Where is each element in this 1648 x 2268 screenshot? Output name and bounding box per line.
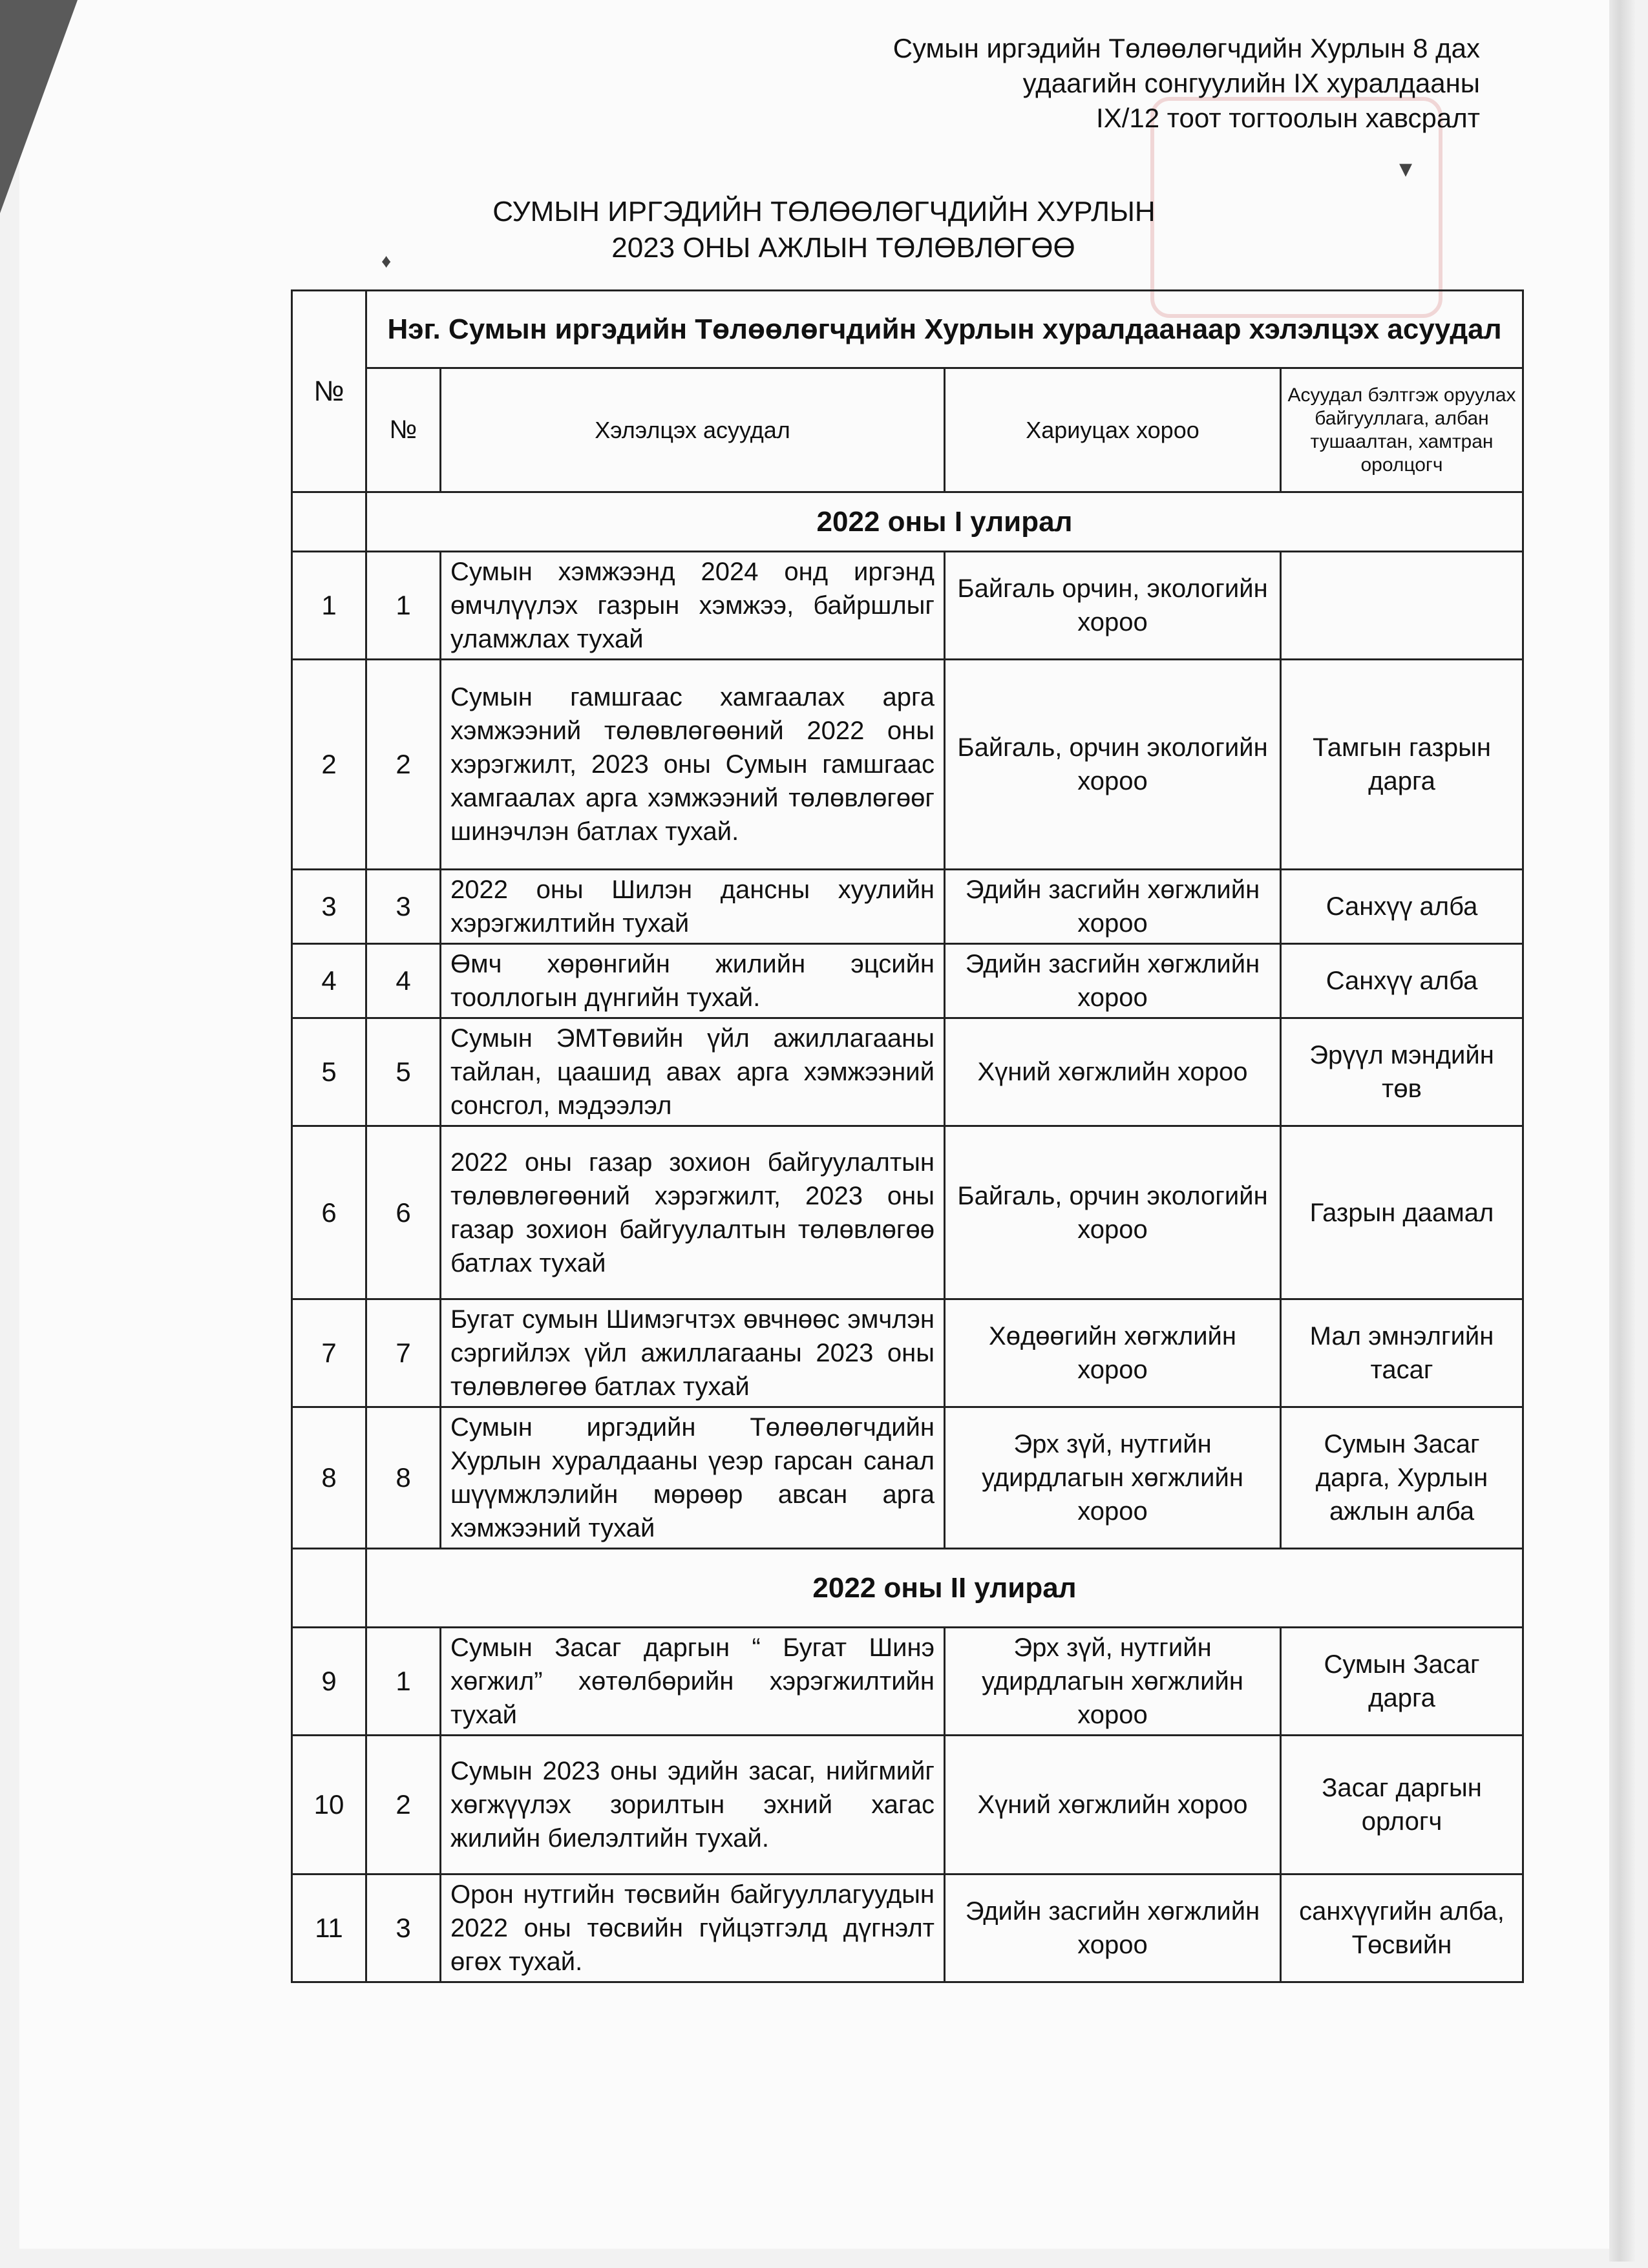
row-committee: Эдийн засгийн хөгжлийн хороо (945, 944, 1281, 1018)
table-row (292, 944, 1523, 1018)
attachment-line-3: IX/12 тоот тогтоолын хавсралт (1096, 103, 1480, 133)
row-committee: Байгаль, орчин экологийн хороо (945, 1126, 1281, 1299)
row-number: 8 (292, 1407, 366, 1549)
row-issue: Сумын ЭМТөвийн үйл ажиллагааны тайлан, цаашид авах арга хэмжээний сонсгол, мэдээлэл (441, 1018, 945, 1126)
row-number: 5 (292, 1018, 366, 1126)
work-plan-table (291, 289, 1524, 1983)
row-sub-number: 4 (366, 944, 441, 1018)
row-number: 3 (292, 870, 366, 944)
row-committee: Хөдөөгийн хөгжлийн хороо (945, 1299, 1281, 1407)
table-row (292, 1018, 1523, 1126)
header-organization: Асуудал бэлтгэж оруулах байгууллага, албан тушаалтан, хамтран оролцогч (1281, 368, 1523, 492)
dot-mark: ▾ (1399, 154, 1413, 183)
row-number: 11 (292, 1874, 366, 1982)
row-issue: Өмч хөрөнгийн жилийн эцсийн тооллогын дүнгийн тухай. (441, 944, 945, 1018)
row-number: 6 (292, 1126, 366, 1299)
row-organization (1281, 552, 1523, 660)
title-line-2: 2023 ОНЫ АЖЛЫН ТӨЛӨВЛӨГӨӨ (611, 232, 1075, 264)
quarter-1-header: 2022 оны I улирал (366, 492, 1523, 552)
row-issue: Сумын иргэдийн Төлөөлөгчдийн Хурлын хуралдааны үеэр гарсан санал шүүмжлэлийн мөрөөр авсан арга хэмжээний тухай (441, 1407, 945, 1549)
table-row (292, 552, 1523, 660)
row-committee: Хүний хөгжлийн хороо (945, 1736, 1281, 1874)
document-title (0, 194, 1648, 266)
header-no: № (292, 291, 366, 492)
row-number: 1 (292, 552, 366, 660)
row-issue: Орон нутгийн төсвийн байгууллагуудын 2022 оны төсвийн гүйцэтгэлд дүгнэлт өгөх тухай. (441, 1874, 945, 1982)
row-organization: Газрын даамал (1281, 1126, 1523, 1299)
header-sub-no: № (366, 368, 441, 492)
table-row (292, 1736, 1523, 1874)
attachment-line-1: Сумын иргэдийн Төлөөлөгчдийн Хурлын 8 дах (893, 33, 1480, 63)
row-sub-number: 1 (366, 1628, 441, 1736)
row-organization: санхүүгийн алба, Төсвийн (1281, 1874, 1523, 1982)
row-organization: Мал эмнэлгийн тасаг (1281, 1299, 1523, 1407)
row-issue: Сумын хэмжээнд 2024 онд иргэнд өмчлүүлэх газрын хэмжээ, байршлыг уламжлах тухай (441, 552, 945, 660)
row-committee: Хүний хөгжлийн хороо (945, 1018, 1281, 1126)
row-sub-number: 2 (366, 1736, 441, 1874)
row-committee: Байгаль орчин, экологийн хороо (945, 552, 1281, 660)
row-sub-number: 3 (366, 870, 441, 944)
attachment-line-2: удаагийн сонгуулийн IX хуралдааны (1022, 68, 1480, 98)
table-row (292, 870, 1523, 944)
row-sub-number: 6 (366, 1126, 441, 1299)
row-committee: Эрх зүй, нутгийн удирдлагын хөгжлийн хороо (945, 1407, 1281, 1549)
row-organization: Санхүү алба (1281, 944, 1523, 1018)
row-number: 2 (292, 660, 366, 870)
quarter-spacer (292, 492, 366, 552)
quarter-spacer (292, 1549, 366, 1628)
table-row (292, 1299, 1523, 1407)
row-organization: Сумын Засаг дарга, Хурлын ажлын алба (1281, 1407, 1523, 1549)
dot-mark-2: ♦ (381, 251, 392, 272)
row-sub-number: 7 (366, 1299, 441, 1407)
page-stack-edge (1609, 0, 1635, 2262)
row-organization: Тамгын газрын дарга (1281, 660, 1523, 870)
table-row (292, 1126, 1523, 1299)
quarter-2-header: 2022 оны II улирал (366, 1549, 1523, 1628)
header-issue: Хэлэлцэх асуудал (441, 368, 945, 492)
group-header: Нэг. Сумын иргэдийн Төлөөлөгчдийн Хурлын хуралдаанаар хэлэлцэх асуудал (366, 291, 1523, 368)
row-issue: Сумын гамшгаас хамгаалах арга хэмжээний төлөвлөгөөний 2022 оны хэрэгжилт, 2023 оны Сумын гамшгаас хамгаалах арга хэмжээний төлөвлөгөөг шинэчлэн батлах тухай. (441, 660, 945, 870)
table-row (292, 660, 1523, 870)
row-number: 10 (292, 1736, 366, 1874)
row-organization: Засаг даргын орлогч (1281, 1736, 1523, 1874)
row-issue: Сумын 2023 оны эдийн засаг, нийгмийг хөгжүүлэх зорилтын эхний хагас жилийн биелэлтийн тухай. (441, 1736, 945, 1874)
title-line-1: СУМЫН ИРГЭДИЙН ТӨЛӨӨЛӨГЧДИЙН ХУРЛЫН (492, 196, 1156, 227)
row-number: 9 (292, 1628, 366, 1736)
table-body (292, 492, 1523, 1982)
row-sub-number: 5 (366, 1018, 441, 1126)
row-sub-number: 1 (366, 552, 441, 660)
attachment-note (893, 31, 1480, 136)
row-committee: Эдийн засгийн хөгжлийн хороо (945, 1874, 1281, 1982)
row-issue: 2022 оны газар зохион байгуулалтын төлөвлөгөөний хэрэгжилт, 2023 оны газар зохион байгуулалтын төлөвлөгөө батлах тухай (441, 1126, 945, 1299)
table-row (292, 1874, 1523, 1982)
row-sub-number: 8 (366, 1407, 441, 1549)
row-sub-number: 2 (366, 660, 441, 870)
row-committee: Эдийн засгийн хөгжлийн хороо (945, 870, 1281, 944)
row-issue: 2022 оны Шилэн дансны хуулийн хэрэгжилтийн тухай (441, 870, 945, 944)
row-number: 7 (292, 1299, 366, 1407)
table-row (292, 1407, 1523, 1549)
row-sub-number: 3 (366, 1874, 441, 1982)
row-organization: Эрүүл мэндийн төв (1281, 1018, 1523, 1126)
row-committee: Эрх зүй, нутгийн удирдлагын хөгжлийн хороо (945, 1628, 1281, 1736)
row-issue: Сумын Засаг даргын “ Бугат Шинэ хөгжил” хөтөлбөрийн хэрэгжилтийн тухай (441, 1628, 945, 1736)
row-organization: Сумын Засаг дарга (1281, 1628, 1523, 1736)
header-committee: Хариуцах хороо (945, 368, 1281, 492)
table-row (292, 1628, 1523, 1736)
scan-corner-shadow (0, 0, 78, 213)
row-committee: Байгаль, орчин экологийн хороо (945, 660, 1281, 870)
row-number: 4 (292, 944, 366, 1018)
row-organization: Санхүү алба (1281, 870, 1523, 944)
row-issue: Бугат сумын Шимэгчтэх өвчнөөс эмчлэн сэргийлэх үйл ажиллагааны 2023 оны төлөвлөгөө батлах тухай (441, 1299, 945, 1407)
